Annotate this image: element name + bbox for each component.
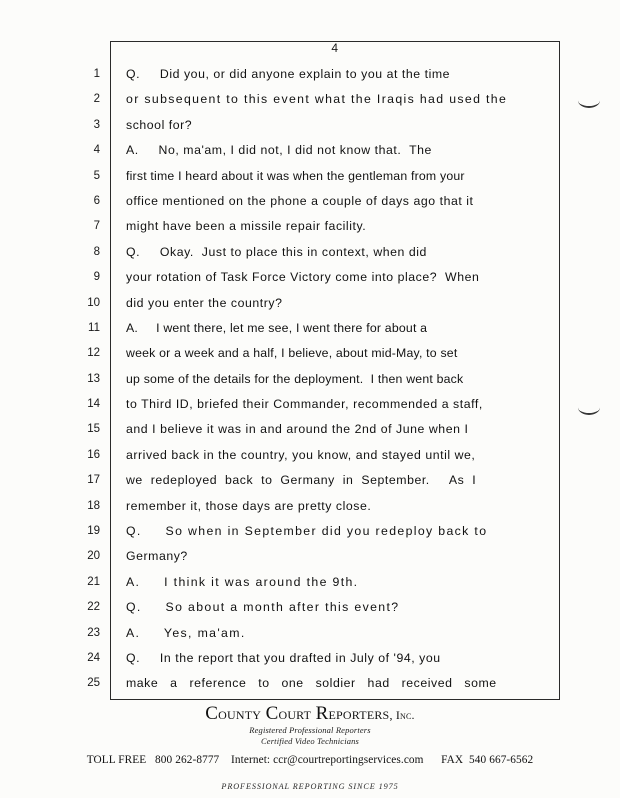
line-number: 7 xyxy=(93,220,100,233)
line-number: 17 xyxy=(87,474,100,487)
line-text: and I believe it was in and around the 2nd of June when I xyxy=(126,422,469,437)
line-text: did you enter the country? xyxy=(126,295,283,310)
line-text: Q. Okay. Just to place this in context, when did xyxy=(126,244,427,259)
line-number: 15 xyxy=(87,423,100,436)
line-number: 3 xyxy=(93,118,100,131)
line-text: A. No, ma'am, I did not, I did not know that. The xyxy=(126,143,432,158)
line-text: Q. In the report that you drafted in July of '94, you xyxy=(126,650,441,665)
transcript-line xyxy=(0,190,620,215)
footer-contact-line: TOLL FREE 800 262-8777 Internet: ccr@courtreportingservices.com FAX 540 667-6562 xyxy=(86,754,534,766)
transcript-line xyxy=(0,266,620,291)
line-text: Germany? xyxy=(126,549,188,564)
line-number: 18 xyxy=(87,499,100,512)
line-number: 12 xyxy=(87,347,100,360)
page-number: 4 xyxy=(331,41,339,55)
line-text: week or a week and a half, I believe, about mid-May, to set xyxy=(126,346,458,361)
line-number: 19 xyxy=(87,525,100,538)
transcript-line xyxy=(0,241,620,266)
footer xyxy=(0,704,620,791)
transcript-line xyxy=(0,444,620,469)
transcript-line xyxy=(0,596,620,621)
transcript-line xyxy=(0,215,620,240)
transcript-line xyxy=(0,495,620,520)
line-text: A. Yes, ma'am. xyxy=(126,625,246,640)
company-suffix-inc: , Inc. xyxy=(389,708,415,722)
line-text: A. I think it was around the 9th. xyxy=(126,574,359,589)
line-text: we redeployed back to Germany in September. As I xyxy=(126,473,477,488)
transcript-line xyxy=(0,571,620,596)
transcript-line xyxy=(0,368,620,393)
line-text: office mentioned on the phone a couple of days ago that it xyxy=(126,193,474,208)
line-number: 24 xyxy=(87,651,100,664)
transcript-line xyxy=(0,545,620,570)
line-text: or subsequent to this event what the Iraqis had used the xyxy=(126,92,508,107)
footer-subtitle-registered: Registered Professional Reporters xyxy=(249,725,371,735)
transcript-line xyxy=(0,139,620,164)
transcript-line xyxy=(0,114,620,139)
line-text: Q. So about a month after this event? xyxy=(126,600,400,615)
transcript-line xyxy=(0,292,620,317)
line-number: 6 xyxy=(93,194,100,207)
line-number: 22 xyxy=(87,601,100,614)
line-text: up some of the details for the deployment. I then went back xyxy=(126,371,464,386)
line-number: 20 xyxy=(87,550,100,563)
transcript-line xyxy=(0,418,620,443)
transcript-line xyxy=(0,622,620,647)
transcript-line xyxy=(0,342,620,367)
line-number: 21 xyxy=(87,575,100,588)
line-number: 4 xyxy=(93,144,100,157)
line-text: might have been a missile repair facility. xyxy=(126,219,367,234)
transcript-line xyxy=(0,393,620,418)
line-text: remember it, those days are pretty close. xyxy=(126,498,372,513)
company-initial-c2: C xyxy=(265,703,279,724)
line-text: first time I heard about it was when the gentleman from your xyxy=(126,168,465,183)
line-number: 25 xyxy=(87,677,100,690)
transcript-line xyxy=(0,88,620,113)
company-word-reporters: eporters xyxy=(328,704,390,723)
transcript-line xyxy=(0,165,620,190)
line-text: arrived back in the country, you know, and stayed until we, xyxy=(126,447,476,462)
line-text: A. I went there, let me see, I went there for about a xyxy=(126,320,428,335)
company-word-court: ourt xyxy=(278,704,316,723)
line-number: 16 xyxy=(87,448,100,461)
line-number: 11 xyxy=(88,321,100,334)
line-number: 13 xyxy=(87,372,100,385)
line-number: 10 xyxy=(87,296,100,309)
transcript-lines xyxy=(0,63,620,698)
transcript-line xyxy=(0,672,620,697)
reporter-company-name xyxy=(0,704,620,725)
line-text: your rotation of Task Force Victory come into place? When xyxy=(126,270,480,285)
footer-since-line: PROFESSIONAL REPORTING SINCE 1975 xyxy=(221,782,399,791)
transcript-line xyxy=(0,469,620,494)
line-number: 5 xyxy=(93,169,100,182)
line-number: 23 xyxy=(87,626,100,639)
transcript-line xyxy=(0,63,620,88)
line-number: 9 xyxy=(93,271,100,284)
company-initial-c1: C xyxy=(205,703,219,724)
line-number: 2 xyxy=(93,93,100,106)
line-text: to Third ID, briefed their Commander, recommended a staff, xyxy=(126,397,483,412)
line-text: Q. Did you, or did anyone explain to you at the time xyxy=(126,67,451,81)
line-text: school for? xyxy=(126,117,193,132)
company-word-county: ounty xyxy=(218,704,266,723)
line-text: Q. So when in September did you redeploy back to xyxy=(126,524,488,539)
transcript-line xyxy=(0,647,620,672)
company-initial-r: R xyxy=(315,703,329,724)
line-text: make a reference to one soldier had received some xyxy=(126,676,497,691)
line-number: 8 xyxy=(93,245,100,258)
transcript-line xyxy=(0,520,620,545)
line-number: 14 xyxy=(87,398,100,411)
transcript-line xyxy=(0,317,620,342)
footer-subtitle-certified: Certified Video Technicians xyxy=(260,736,359,746)
line-number: 1 xyxy=(93,68,100,80)
